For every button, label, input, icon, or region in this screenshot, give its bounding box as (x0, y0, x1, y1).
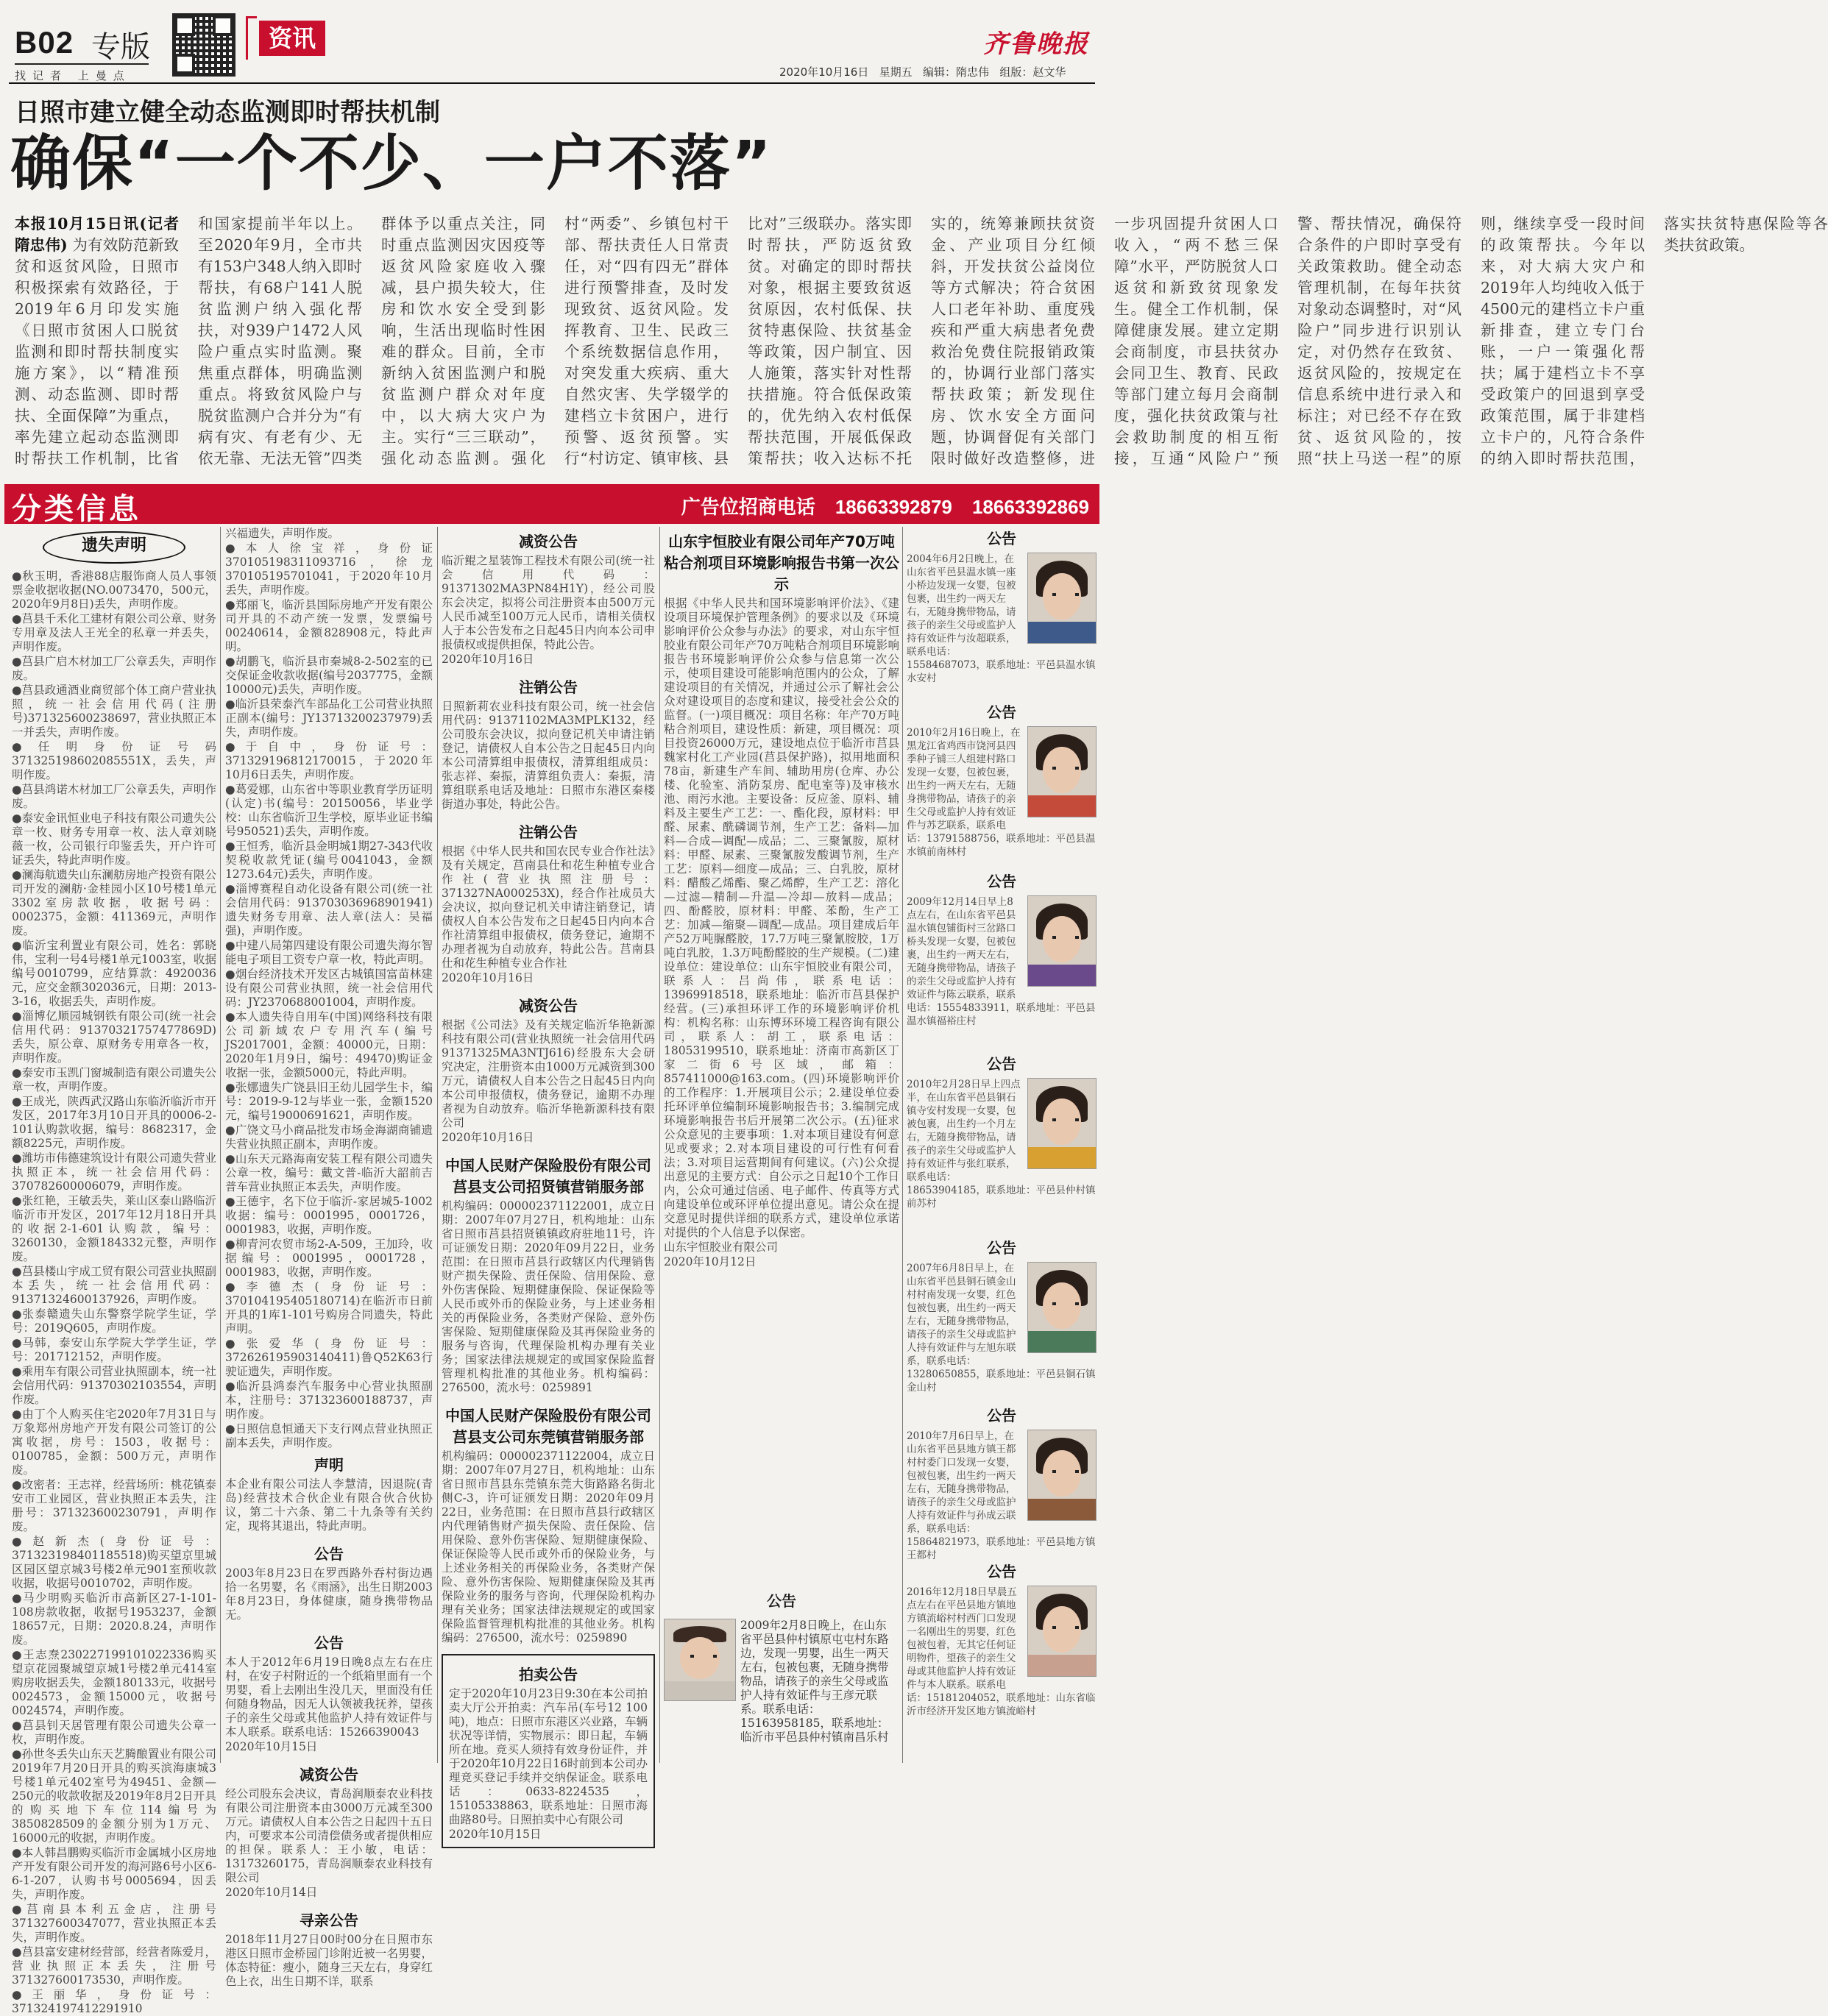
hotline-phone-2: 18663392869 (971, 496, 1089, 518)
col2-notice-item: ●柳青河农贸市场2-A-509，王加玲，收据编号：0001995，0001728，0001983，收据，声明作废。 (225, 1238, 433, 1279)
auction-text: 定于2020年10月23日9:30在本公司拍卖大厅公开拍卖：汽车吊(车号12 100吨)，地点：日照市东港区兴业路，车辆状况等详情，实物展示：即日起，车辆所在地。竞买人须持有效身份证件，并于2020年10月22日16时前到本公司办理竞买登记手续并交纳保证金。联系电话：0633-8224535，15105338863，联系地址：日照市海曲路80号。日照拍卖中心有限公司 (449, 1687, 648, 1826)
photo-notice-text: 2010年2月28日早上四点半，在山东省平邑县铜石镇寺安村发现一女婴，包被包裹，出生约一个月左右，无随身携带物品，请孩子的亲生父母或监护人持有效证件与张红联系，联系电话：18653904185，联系地址：平邑县仲村镇前苏村 (907, 1079, 1096, 1210)
lost-notice-item: ●马少明购买临沂市高新区27-1-101-108房款收据，收据号1953237，金额18657元，日期：2020.8.24，声明作废。 (12, 1591, 216, 1647)
col2-notice-item: ●胡鹏飞，临沂县市秦城8-2-502室的已交保证金收款收据(编号2037775，金额10000元)丢失，声明作废。 (225, 655, 433, 696)
col2-notice-item: ●葛爱娜，山东省中等职业教育学历证明(认定)书(编号：20150056，毕业学校：山东省临沂卫生学校，原毕业证书编号950521)丢失，声明作废。 (225, 783, 433, 838)
foundling-notice-1-text: 2003年8月23日在罗西路外吞村街边遇拾一名男婴，名《雨涵》，出生日期2003年8月23日，身体健康，随身携带物品无。 (225, 1566, 433, 1622)
col2-notice-item: ●烟台经济技术开发区古城镇国富苗林建设有限公司营业执照，统一社会信用代码：JY2370688001004，声明作废。 (225, 968, 433, 1009)
statement-title: 声明 (314, 1456, 344, 1474)
hotline-label: 广告位招商电话 (681, 496, 815, 518)
photo-notice-title: 公告 (987, 1055, 1016, 1073)
photo-face (1043, 1098, 1081, 1145)
banner-hotline (668, 492, 1089, 519)
photo-notice-title: 公告 (987, 1239, 1016, 1257)
lost-notice-item: ●本人韩昌鹏购买临沂市金属城小区房地产开发有限公司开发的海河路6号小区6-6-1-207，认购书号0005694，因丢失，声明作废。 (12, 1846, 216, 1901)
notices-column-2 (225, 527, 433, 1988)
ann3-text: 根据《中华人民共和国农民专业合作社法》及有关规定，莒南县仕和花生种植专业合作社(营业执照注册号：371327NA000253X)，经合作社成员大会决议，拟向登记机关申请注销登记，请债权人自本公告发布之日起45日内向本合作社清算组申报债权，债务登记，逾期不办理者视为自动放弃，特此公告。莒南县仕和花生种植专业合作社 (442, 845, 655, 970)
lost-notice-item: ●孙世冬丢失山东天艺腾酿置业有限公司2019年7月20日开具的购买滨海康城3号楼1单元402室号为49451、金额—250元的收款收据及2019年8月2日开具的购买地下车位114编号为3850828509的金额分别为1万元、16000元的收据，声明作废。 (12, 1747, 216, 1845)
notices-column-4 (664, 527, 899, 1583)
photo-notice-text: 2010年2月16日晚上，在黑龙江省鸡西市饶河县四季种子铺三人组建村路口发现一女婴，包被包裹，出生约一两天左右，无随身携带物品，请孩子的亲生父母或监护人持有效证件与苏艺联系，联系电话：13791588756，联系地址：平邑县温水镇前南林村 (907, 727, 1096, 858)
classified-banner (4, 484, 1099, 524)
photo-notice-text: 2016年12月18日早晨五点左右在平邑县地方镇地方镇流峪村村西门口发现一名刚出生的男婴，红色包被包着，无其它任何证明物件，望孩子的亲生父母或其他监护人持有效证件与本人联系。联系电话：15181204052，联系地址：山东省临沂市经济开发区地方镇流峪村 (907, 1586, 1096, 1717)
lost-notice-item: ●赵新杰(身份证号：371323198401185518)购买望京里城区园区望京城3号楼2单元901室预收款收据，收据号0010702，声明作废。 (12, 1535, 216, 1590)
lost-notice-item: ●莒南县本利五金店，注册号371327600347077，营业执照正本丢失，声明作废。 (12, 1903, 216, 1944)
ann1-title: 减资公告 (519, 533, 578, 550)
photo-notice-title: 公告 (987, 873, 1016, 890)
capital-reduction-text: 经公司股东会决议，青岛润顺泰农业科技有限公司注册资本由3000万元减至300万元。请债权人自本公告之日起四十五日内，可要求本公司清偿债务或者提供相应的担保。联系人：王小敏，电话：13173260175，青岛润顺泰农业科技有限公司 (225, 1787, 433, 1884)
baby-notice-title: 公告 (767, 1592, 796, 1610)
issue-weekday: 星期五 (879, 65, 913, 79)
child-photo (1027, 1262, 1097, 1353)
header-rule (9, 82, 1095, 84)
ann2-text: 日照新莉农业科技有限公司，统一社会信用代码：91371102MA3MPLK132，经公司股东会决议，拟向登记机关申请注销登记，请债权人自本公告之日起45日内向本公司清算组申报债权，清算组组成员：张志祥、秦振，清算组负责人：秦振，清算组联系电话及地址：日照市东港区秦楼街道办事处，特此公告。 (442, 700, 655, 811)
child-photo (1027, 1430, 1097, 1521)
photo-eyes (1052, 767, 1079, 770)
photo-blanket (665, 1681, 735, 1700)
eia-title: 山东宇恒胶业有限公司年产70万吨粘合剂项目环境影响报告书第一次公示 (664, 533, 899, 593)
photo-notice-title: 公告 (987, 1563, 1016, 1580)
notices-column-3 (442, 527, 655, 1841)
ann1-date: 2020年10月16日 (442, 653, 534, 666)
col2-notice-item: ●临沂县鸿泰汽车服务中心营业执照副本，注册号：371323600188737，声明作废。 (225, 1380, 433, 1421)
lost-notice-item: ●泰安金讯恒业电子科技有限公司遗失公章一枚、财务专用章一枚、法人章刘晓薇一枚，公司银行印鉴丢失，开户许可证丢失，特此声明作废。 (12, 812, 216, 867)
lost-notice-item: ●澜海航遗失山东澜舫房地产投资有限公司开发的澜舫·金桂园小区10号楼1单元3302室房款收据，收据号码：0002375，金额：411369元，声明作废。 (12, 868, 216, 937)
header-dateline (779, 64, 1066, 79)
ann4-text: 根据《公司法》及有关规定临沂华艳新源科技有限公司(营业执照统一社会信用代码91371325MA3NTJ616)经股东大会研究决定，注册资本由1000万元减资到300万元，请债权人自本公告之日起45日内向本公司申报债权，债务登记，逾期不办理者视为自动放弃。临沂华艳新源科技有限公司 (442, 1018, 655, 1129)
article-headline: 确保“一个不少、一户不落” (10, 129, 773, 199)
lost-notice-item: ●任明身份证号码371325198602085551X，丢失，声明作废。 (12, 740, 216, 781)
ann1-text: 临沂鲲之星装饰工程技术有限公司(统一社会信用代码：91371302MA3PN84H1Y)，经公司股东会决定，拟将公司注册资本由500万元人民币减至100万元人民币，请相关债权人于本公告发布之日起45日内向本公司申报债权或提供担保，特此公告。 (442, 554, 655, 651)
photo-shirt (1028, 795, 1096, 817)
photo-notice (907, 1560, 1097, 1718)
photo-notice-title: 公告 (987, 530, 1016, 547)
baby-notice (664, 1589, 899, 1758)
col2-notice-item: ●日照信息恒通天下支行网点营业执照正副本丢失，声明作废。 (225, 1422, 433, 1449)
child-photo (1027, 553, 1097, 644)
photo-notice-title: 公告 (987, 703, 1016, 721)
insurance-2-text: 机构编码：000002371122004，成立日期：2007年07月27日，机构地址：山东省日照市莒县东莞镇东莞大街路路名街北侧C-3，许可证颁发日期：2020年09月22日，业务范围：在日照市莒县行政辖区内代理销售财产损失保险、责任保险、信用保险、意外伤害保险、短期健康保险、保证保险等人民币或外币的保险业务，与上述业务相关的再保险业务，各类财产保险、意外伤害保险、短期健康保险及其再保险业务的服务与咨询，代理保险机构办理有关业务；国家法律法规规定的或国家保险监督管理机构批准的其他业务。机构编码：276500，流水号：0259890 (442, 1449, 655, 1644)
hotline-phone-1: 18663392879 (835, 496, 952, 518)
editor-credit: 编辑：隋忠伟 (923, 65, 990, 79)
photo-shirt (1028, 965, 1096, 986)
foundling-notice-1-title: 公告 (314, 1545, 344, 1563)
col2-notice-item: ●郑丽飞，临沂县国际房地产开发有限公司开具的不动产统一发票，发票编号00240614，金额828908元，特此声明。 (225, 598, 433, 653)
lost-notice-list (12, 569, 216, 2016)
lost-notices-column (12, 527, 216, 2015)
lost-notice-item: ●莒县广启木材加工厂公章丢失，声明作废。 (12, 655, 216, 682)
article-body (15, 213, 1828, 471)
eia-text: 根据《中华人民共和国环境影响评价法》、《建设项目环境保护管理条例》的要求以及《环境影响评价公众参与办法》的要求，对山东宇恒胶业有限公司年产70万吨粘合剂项目环境影响报告书环境影响评价公众参与信息第一次公示，使项目建设可能影响范围内的公众，了解建设项目的有关情况，并通过公示了解社会公众对建设项目的态度和建议，接受社会公众的监督。(一)项目概况：项目名称：年产70万吨粘合剂项目，建设性质：新建，项目概况：项目投资26000万元，建设地点位于临沂市莒县魏家村化工产业园(莒县保护路)，拟用地面积78亩，新建生产车间、辅助用房(仓库、办公楼、化验室、消防泵房、配电室等)及审核水池、雨污水池。主要设备：反应釜、原料、辅料及主要生产工艺：一、酯化段，原材料：甲醛、尿素、酰磷调节剂，生产工艺：备料—加料—合成—调配—成品；二、三聚氰胺，原材料：甲醛、尿素、三聚氰胺发酸调节剂，生产工艺：原料—细度—成品；三、白乳胶，原材料：醋酸乙烯酯、聚乙烯醇，生产工艺：溶化—过滤—精制—升温—冷却—放料—成品；四、酚醛胶，原材料：甲醛、苯酚，生产工艺：加减—缩聚—调配—成品。项目建成后年产52万吨脲醛胶，17.7万吨三聚氰胺胶，1万吨白乳胶，1.3万吨酚醛胶的生产规模。(二)建设单位：建设单位：山东宇恒胶业有限公司，联系人：吕尚伟，联系电话：13969918518，联系地址：临沂市莒县保护经营。(三)承担环评工作的环境影响评价机构：机构名称：山东博环环境工程咨询有限公司，联系人：胡工，联系电话：18053199510，联系地址：济南市高新区丁家二街6号区域，邮箱：857411000@163.com。(四)环境影响评价的工作程序：1.开展项目公示；2.建设单位委托环评单位编制环境影响报告书；3.编制完成环境影响报告书后开展第二次公示。(五)征求公众意见的主要事项：1.对本项目建设有何意见或要求；2.对本项目建设的可行性有何看法；3.对项目运营期间有何建议。(六)公众提出意见的主要方式：自公示之日起10个工作日内，公众可通过信函、电子邮件、传真等方式向建设单位或环评单位提出意见。请公众在提交意见时提供详细的联系方式，建设单位承诺对提供的个人信息予以保密。 (664, 597, 899, 1239)
masthead-logo: 齐鲁晚报 (983, 29, 1089, 59)
photo-eyes (1052, 1302, 1079, 1305)
capital-reduction-date: 2020年10月14日 (225, 1886, 318, 1899)
photo-notice (907, 870, 1097, 1028)
photo-notice-text: 2007年6月8日早上，在山东省平邑县铜石镇金山村村南发现一女婴，红色包被包裹，出生约一两天左右，无随身携带物品，请孩子的亲生父母或监护人持有效证件与左旭东联系，联系电话：13280650855，联系地址：平邑县铜石镇金山村 (907, 1263, 1096, 1394)
photo-notice (907, 1404, 1097, 1562)
photo-face (1043, 747, 1081, 793)
lost-notice-item: ●由丁个人购买住宅2020年7月31日与万象郑州房地产开发有限公司签订的公寓收据，房号：1503，收据号：0100785，金额：500万元，声明作废。 (12, 1408, 216, 1477)
foundling-notice-2-text: 本人于2012年6月19日晚8点左右在庄村，在安子村附近的一个纸箱里面有一个男婴，看上去刚出生没几天，里面没有任何随身物品，因无人认领被我抚养，望孩子的亲生父母或其他监护人持有效证件与本人联系。联系电话：15266390043 (225, 1655, 433, 1739)
article-text: 为有效防范新致贫和返贫风险，日照市积极探索有效路径，于2019年6月印发实施《日照市贫困人口脱贫监测和即时帮扶制度实施方案》，以“精准预测、动态监测、即时帮扶、全面保障”为重点，率先建立起动态监测即时帮扶工作机制，比省和国家提前半年以上。至2020年9月，全市共有153户348人纳入即时帮扶，有68户141人脱贫监测户纳入强化帮扶，对939户1472人风险户重点实时监测。聚焦重点群体，明确监测重点。将致贫风险户与脱贫监测户合并分为“有病有灾、有老有少、无依无靠、无法无管”四类群体予以重点关注，同时重点监测因灾因疫等返贫风险家庭收入骤减，县户损失较大，住房和饮水安全受到影响，生活出现临时性困难的群众。目前，全市新纳入贫困监测户和脱贫监测户群众对年度中，以大病大灾户为主。实行“三三联动”，强化动态监测。强化村“两委”、乡镇包村干部、帮扶责任人日常责任，对“四有四无”群体进行预警排查，及时发现致贫、返贫风险。发挥教育、卫生、民政三个系统数据信息作用，对突发重大疾病、重大自然灾害、失学辍学的建档立卡贫困户，进行预警、返贫预警。实行“村访定、镇审核、县比对”三级联办。落实即时帮扶，严防返贫致贫。对确定的即时帮扶对象，根据主要致贫返贫原因，农村低保、扶贫特惠保险、扶贫基金等政策，因户制宜、因人施策，落实针对性帮扶措施。符合低保政策的，优先纳入农村低保帮扶范围，开展低保政策帮扶；收入达标不托实的，统筹兼顾扶贫资金、产业项目分红倾斜，开发扶贫公益岗位等方式解决；符合贫困人口老年补助、重度残疾和严重大病患者免费救治免费住院报销政策的，协调行业部门落实帮扶政策；新发现住房、饮水安全方面问题，协调督促有关部门限时做好改造整修，进一步巩固提升贫困人口收入，“两不愁三保障”水平，严防脱贫人口返贫和新致贫现象发生。健全工作机制，保障健康发展。建立定期会商制度，市县扶贫办会同卫生、教育、民政等部门建立每月会商制度，强化扶贫政策与社会救助制度的相互衔接，互通“风险户”预警、帮扶情况，确保符合条件的户即时享受有关政策救助。健全动态管理机制，在每年扶贫对象动态调整时，对“风险户”同步进行识别认定，对仍然存在致贫、返贫风险的，按规定在信息系统中进行录入和标注；对已经不存在致贫、返贫风险的，按照“扶上马送一程”的原则，继续享受一段时间的政策帮扶。今年以来，对大病大灾户和2019年人均纯收入低于4500元的建档立卡户重新排查，建立专门台账，一户一策强化帮扶；属于建档立卡不享受政策户的回退到享受政策范围，属于非建档立卡户的，凡符合条件的纳入即时帮扶范围，落实扶贫特惠保险等各类扶贫政策。 (15, 215, 1828, 467)
photo-shirt (1028, 1331, 1096, 1352)
column-divider (437, 527, 438, 1763)
photo-notice (907, 1052, 1097, 1210)
page-number: B02 (15, 25, 74, 60)
ann2-title: 注销公告 (519, 678, 578, 696)
lost-notice-item: ●莒县鸿诺木材加工厂公章丢失，声明作废。 (12, 783, 216, 810)
banner-title: 分类信息 (12, 492, 141, 526)
section-bracket (246, 16, 257, 60)
qr-finder (174, 15, 195, 36)
eia-date: 2020年10月12日 (664, 1255, 757, 1268)
ann3-title: 注销公告 (519, 823, 578, 841)
col2-notice-item: ●张娜遗失广饶县旧王幼儿园学生卡，编号：2019-9-12与毕业一张，金额1520元，编号19000691621，声明作废。 (225, 1081, 433, 1122)
child-photo (1027, 895, 1097, 987)
col2-notice-item: ●山东天元路海南安装工程有限公司遗失公章一枚，编号：戴文普-临沂大韶前吉普车营业执照正本丢失，声明作废。 (225, 1152, 433, 1193)
seek-family-text: 2018年11月27日00时00分在日照市东港区日照市金桥园门诊附近被一名男婴，体态特征：瘦小，随身三天左右，身穿红色上衣，出生日期不详，联系 (225, 1933, 433, 1988)
foundling-notice-2-date: 2020年10月15日 (225, 1740, 318, 1753)
capital-reduction-title: 减资公告 (300, 1766, 358, 1783)
column-divider (902, 527, 903, 1763)
lost-notice-item: ●莒县政通酒业商贸部个体工商户营业执照，统一社会信用代码(注册号)371325600238697，营业执照正本一并丢失，声明作废。 (12, 684, 216, 739)
foundling-notice-2-title: 公告 (314, 1634, 344, 1652)
photo-face (1043, 1606, 1081, 1653)
finder-line: 找记者 上曼点 (15, 69, 131, 82)
baby-photo (664, 1619, 736, 1701)
ann4-date: 2020年10月16日 (442, 1131, 534, 1144)
col2-notice-item: 兴福遗失，声明作废。 (225, 527, 340, 540)
lost-notice-item: ●淄博亿顺园城钢铁有限公司(统一社会信用代码：91370321757477869D)丢失，原公章、原财务专用章各一枚，声明作废。 (12, 1009, 216, 1065)
photo-notice-text: 2009年12月14日早上8点左右，在山东省平邑县温水镇包铺街村三岔路口桥头发现一女婴，包被包裹，出生约一两天左右，无随身携带物品，请孩子的亲生父母或监护人持有效证件与陈云联系，联系电话：15554833911，联系地址：平邑县温水镇福裕庄村 (907, 896, 1096, 1027)
statement-text: 本企业有限公司法人李慧清，因退院(青岛)经营技术合伙企业有限合伙合伙协议，第二十六条、第二十九条等有关约定，现将其退出，特此声明。 (225, 1477, 433, 1533)
lost-notice-item: ●泰安市玉凯门窗城制造有限公司遗失公章一枚，声明作废。 (12, 1066, 216, 1093)
lost-notice-item: ●王志焘230227199101022336购买望京花园聚城望京城1号楼2单元414室购房收据丢失，金额180133元，收据号0024573，金额15000元，收据号0024574，声明作废。 (12, 1648, 216, 1717)
layout-credit: 组版：赵文华 (999, 65, 1066, 79)
auction-notice-box (442, 1654, 655, 1848)
ann3-date: 2020年10月16日 (442, 971, 534, 984)
photo-notice (907, 700, 1097, 859)
photo-face (1043, 916, 1081, 962)
lost-notice-item: ●张红艳，王敏丢失，莱山区泰山路临沂临沂市开发区，2017年12月18日开具的收据2-1-601认购款，编号：3260130，金额184332元整，声明作废。 (12, 1194, 216, 1263)
photo-notice (907, 527, 1097, 685)
photo-notice-text: 2010年7月6日早上，在山东省平邑县地方镇王都村村委门口发现一女婴，包被包裹，出生约一两天左右，无随身携带物品，请孩子的亲生父母或监护人持有效证件与孙成云联系，联系电话：15864821973，联系地址：平邑县地方镇王都村 (907, 1430, 1096, 1561)
issue-date: 2020年10月16日 (779, 65, 869, 79)
insurance-2-title: 中国人民财产保险股份有限公司莒县支公司东莞镇营销服务部 (445, 1407, 651, 1446)
col2-notice-item: ●本人遗失待自用车(中国)网络科技有限公司新域农户专用汽车(编号JS2017001，金额：40000元，日期：2020年1月9日，编号：49470)购证金收据一张，金额5000元，特此声明。 (225, 1010, 433, 1079)
col2-notice-item: ●王恒秀，临沂县金明城1期27-343代收契税收款凭证(编号0041043，金额1273.64元)丢失，声明作废。 (225, 840, 433, 881)
column-divider (220, 527, 221, 1763)
insurance-1-title: 中国人民财产保险股份有限公司莒县支公司招贤镇营销服务部 (445, 1157, 651, 1196)
col2-notice-item: ●李德杰(身份证号：370104195405180714)在临沂市日前开具的1库1-101号购房合同遗失，特此声明。 (225, 1280, 433, 1335)
photo-eyes (1052, 1626, 1079, 1629)
col2-notice-item: ●张爱华(身份证号：372626195903140411)鲁Q52K63行驶证遗失，声明作废。 (225, 1337, 433, 1378)
qr-finder (213, 15, 233, 36)
section-tag: 资讯 (259, 21, 325, 56)
photo-notice-text: 2004年6月2日晚上，在山东省平邑县温水镇一座小桥边发现一女婴，包被包裹，出生约一两天左右，无随身携带物品，请孩子的亲生父母或监护人持有效证件与汝超联系，联系电话：15584687073，联系地址：平邑县温水镇水安村 (907, 553, 1096, 684)
photo-face (1043, 1282, 1081, 1329)
col2-notice-item: ●于自中，身份证号：371329196812170015，于2020年10月6日丢失，声明作废。 (225, 740, 433, 781)
page-type: 专版 (91, 30, 150, 64)
auction-date: 2020年10月15日 (449, 1828, 542, 1841)
header-divider (15, 63, 149, 65)
lost-notice-item: ●莒县千禾化工建材有限公司公章、财务专用章及法人王光全的私章一并丢失，声明作废。 (12, 612, 216, 653)
lost-notice-item: ●莒县钊天居管理有限公司遗失公章一枚，声明作废。 (12, 1719, 216, 1746)
lost-notice-item: ●秋玉明，香港88店服饰商人员人事领票金收据收据(NO.0073470，500元，2020年9月8日)丢失，声明作废。 (12, 569, 216, 611)
lost-notice-title: 遗失声明 (43, 531, 185, 564)
lost-notice-item: ●马韩，泰安山东学院大学学生证，学号：201712152，声明作废。 (12, 1336, 216, 1363)
col2-notice-list (225, 527, 433, 1450)
auction-title: 拍卖公告 (519, 1666, 578, 1683)
qr-finder (174, 54, 195, 74)
child-photo (1027, 726, 1097, 817)
photo-eyes (690, 1655, 718, 1658)
col2-notice-item: ●临沂县荣泰汽车部品化工公司营业执照正副本(编号：JY13713200237979)丢失，声明作废。 (225, 698, 433, 739)
child-photo (1027, 1586, 1097, 1677)
seek-family-title: 寻亲公告 (300, 1912, 358, 1929)
col2-notice-item: ●广饶文马小商品批发市场金海湖商铺遗失营业执照正副本，声明作废。 (225, 1124, 433, 1151)
photo-eyes (1052, 1118, 1079, 1121)
lost-notice-item: ●张泰赣遗失山东警察学院学生证，学号：2019Q605，声明作废。 (12, 1307, 216, 1335)
photo-eyes (1052, 593, 1079, 596)
insurance-1-text: 机构编码：000002371122001，成立日期：2007年07月27日，机构地址：山东省日照市莒县招贤镇镇政府驻地11号，许可证颁发日期：2020年09月22日，业务范围：在日照市莒县行政辖区内代理销售财产损失保险、责任保险、信用保险、意外伤害保险、短期健康保险、保证保险等人民币或外币的保险业务，与上述业务相关的再保险业务，各类财产保险、意外伤害保险、短期健康保险及其再保险业务的服务与咨询，代理保险机构办理有关业务；国家法律法规规定的或国家保险监督管理机构批准的其他业务。机构编码：276500，流水号：0259891 (442, 1199, 655, 1394)
photo-shirt (1028, 622, 1096, 643)
article-subtitle: 日照市建立健全动态监测即时帮扶机制 (15, 98, 440, 127)
lost-notice-item: ●临沂宝利置业有限公司，姓名：郭晓伟，宝利一号4号楼1单元1003室，收据编号0010799，应结算款：4920036元，应交金额302036元，日期：2013-3-16，收据丢失，声明作废。 (12, 939, 216, 1008)
article-dateline: 本报10月15日讯(记者 隋忠伟) (15, 215, 179, 254)
lost-notice-item: ●莒县富安建材经营部，经营者陈爱月，营业执照正本丢失，注册号371327600173530，声明作废。 (12, 1945, 216, 1987)
column-divider (659, 527, 660, 1763)
col2-notice-item: ●中建八局第四建设有限公司遗失海尔智能电子项目工资专户章一枚，特此声明。 (225, 939, 433, 966)
qr-code-icon (172, 13, 235, 77)
photo-shirt (1028, 1147, 1096, 1168)
lost-notice-item: ●乘用车有限公司营业执照副本，统一社会信用代码：91370302103554，声明作废。 (12, 1365, 216, 1406)
photo-eyes (1052, 936, 1079, 939)
photo-face (680, 1637, 720, 1679)
photo-face (1043, 1450, 1081, 1497)
col2-notice-item: ●王德宇，名下位于临沂-家居城5-1002收据：编号：0001995，0001726，0001983，收据，声明作废。 (225, 1195, 433, 1236)
photo-shirt (1028, 1655, 1096, 1676)
eia-company: 山东宇恒胶业有限公司 (664, 1241, 779, 1254)
lost-notice-item: ●王丽华，身份证号：371324197412291910 (12, 1988, 216, 2015)
child-photo (1027, 1078, 1097, 1169)
photo-notice-title: 公告 (987, 1407, 1016, 1424)
col2-notice-item: ●淄博赛程自动化设备有限公司(统一社会信用代码：913703036968901941)遗失财务专用章、法人章(法人：吴福强)，声明作废。 (225, 882, 433, 937)
photo-face (1043, 573, 1081, 620)
lost-notice-item: ●改密者：王志祥，经营场所：桃花镇泰安市工业园区，营业执照正本丢失，注册号：371323600230791，声明作废。 (12, 1478, 216, 1533)
photo-notice (907, 1236, 1097, 1394)
lost-notice-item: ●潍坊市伟德建筑设计有限公司遗失营业执照正本，统一社会信用代码：370782600006079，声明作废。 (12, 1151, 216, 1193)
lost-notice-item: ●莒县楼山宇成工贸有限公司营业执照副本丢失，统一社会信用代码：91371324600137926，声明作废。 (12, 1265, 216, 1306)
ann4-title: 减资公告 (519, 997, 578, 1015)
page-header (9, 10, 1097, 82)
baby-notice-text: 2009年2月8日晚上，在山东省平邑县仲村镇原屯屯村东路边，发现一男婴，出生一两天左右，包被包裹，无随身携带物品，请孩子的亲生父母或监护人持有效证件与王彦元联系。联系电话：15163958185，联系地址：临沂市平邑县仲村镇南昌乐村 (740, 1619, 889, 1744)
col2-notice-item: ●本人徐宝祥，身份证370105198311093716，徐龙370105195701041，于2020年10月丢失，声明作废。 (225, 542, 433, 597)
photo-eyes (1052, 1470, 1079, 1473)
photo-shirt (1028, 1499, 1096, 1520)
lost-notice-item: ●王成光，陕西武汉路山东临沂临沂市开发区，2017年3月10日开具的0006-2-101认购款收据，编号：8682317，金额8225元，声明作废。 (12, 1095, 216, 1150)
